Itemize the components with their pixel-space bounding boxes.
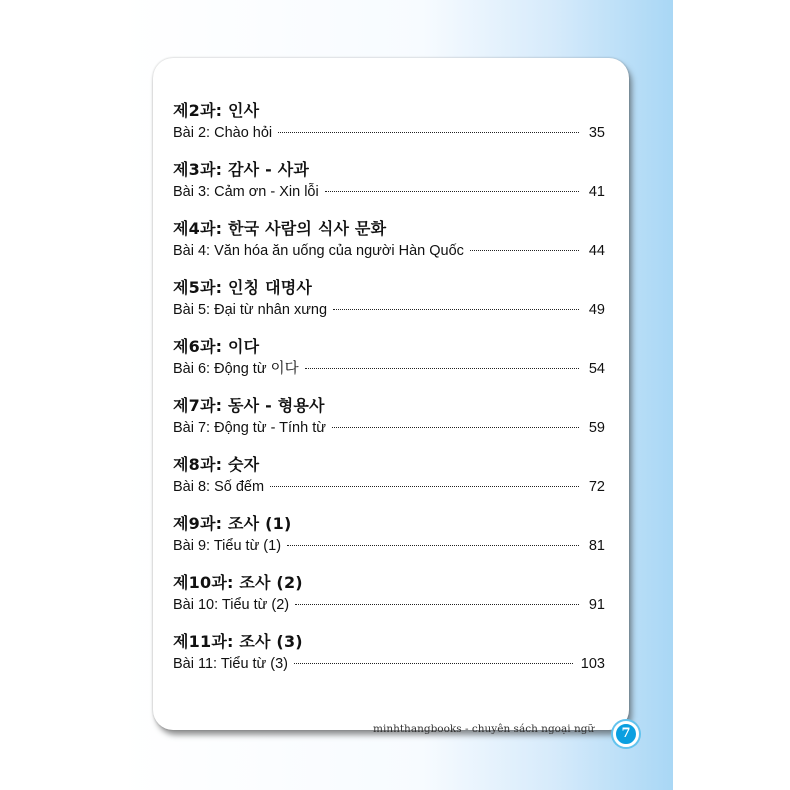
- dot-leader: [270, 486, 579, 487]
- toc-entry: [173, 336, 605, 395]
- toc-entry: [173, 631, 605, 690]
- page-number: 81: [588, 538, 605, 554]
- lesson-title: Bài 11: Tiểu từ (3): [173, 656, 289, 672]
- page-number: 35: [588, 125, 605, 141]
- lesson-heading: 제5과: 인칭 대명사: [173, 278, 313, 297]
- lesson-line: [173, 535, 605, 557]
- lesson-line: [173, 240, 605, 262]
- lesson-line: [173, 122, 605, 144]
- lesson-title: Bài 4: Văn hóa ăn uống của người Hàn Quốc: [173, 243, 464, 259]
- lesson-heading: 제11과: 조사 (3): [173, 632, 303, 651]
- lesson-title: Bài 5: Đại từ nhân xưng: [173, 302, 328, 318]
- dot-leader: [332, 427, 579, 428]
- page-number: 44: [588, 243, 605, 259]
- lesson-title: Bài 9: Tiểu từ (1): [173, 538, 282, 554]
- dot-leader: [295, 604, 579, 605]
- toc-entry: [173, 395, 605, 454]
- lesson-line: [173, 594, 605, 616]
- dot-leader: [294, 663, 573, 664]
- page-number: 72: [588, 479, 605, 495]
- lesson-title: Bài 10: Tiểu từ (2): [173, 597, 290, 613]
- toc-entry: [173, 159, 605, 218]
- lesson-title: Bài 6: Động từ 이다: [173, 361, 299, 377]
- dot-leader: [305, 368, 579, 369]
- lesson-title: Bài 7: Động từ - Tính từ: [173, 420, 326, 436]
- lesson-title: Bài 3: Cảm ơn - Xin lỗi: [173, 184, 319, 200]
- lesson-line: [173, 358, 605, 380]
- page-number: 49: [588, 302, 605, 318]
- lesson-line: [173, 417, 605, 439]
- toc-entry: [173, 572, 605, 631]
- toc-entry: [173, 454, 605, 513]
- page-number: 41: [588, 184, 605, 200]
- lesson-heading: 제6과: 이다: [173, 337, 260, 356]
- page-number-badge: 7: [613, 721, 639, 747]
- lesson-title: Bài 2: Chào hỏi: [173, 125, 273, 141]
- table-of-contents: [173, 100, 605, 690]
- toc-entry: [173, 218, 605, 277]
- dot-leader: [470, 250, 579, 251]
- page-number: 103: [580, 656, 605, 672]
- lesson-heading: 제3과: 감사 - 사과: [173, 160, 310, 179]
- toc-entry: [173, 513, 605, 572]
- toc-entry: [173, 277, 605, 336]
- lesson-line: [173, 653, 605, 675]
- page-number: 54: [588, 361, 605, 377]
- lesson-line: [173, 476, 605, 498]
- book-page: [118, 0, 673, 790]
- lesson-heading: 제2과: 인사: [173, 101, 260, 120]
- lesson-heading: 제8과: 숫자: [173, 455, 260, 474]
- lesson-heading: 제9과: 조사 (1): [173, 514, 292, 533]
- lesson-heading: 제7과: 동사 - 형용사: [173, 396, 325, 415]
- lesson-title: Bài 8: Số đếm: [173, 479, 265, 495]
- dot-leader: [287, 545, 579, 546]
- page-number: 91: [588, 597, 605, 613]
- lesson-line: [173, 299, 605, 321]
- dot-leader: [325, 191, 579, 192]
- page-number: 59: [588, 420, 605, 436]
- dot-leader: [333, 309, 579, 310]
- lesson-line: [173, 181, 605, 203]
- publisher-footer: minhthangbooks - chuyên sách ngoại ngữ: [373, 723, 595, 735]
- toc-card: [153, 58, 629, 730]
- lesson-heading: 제10과: 조사 (2): [173, 573, 303, 592]
- lesson-heading: 제4과: 한국 사람의 식사 문화: [173, 219, 387, 238]
- dot-leader: [278, 132, 579, 133]
- toc-entry: [173, 100, 605, 159]
